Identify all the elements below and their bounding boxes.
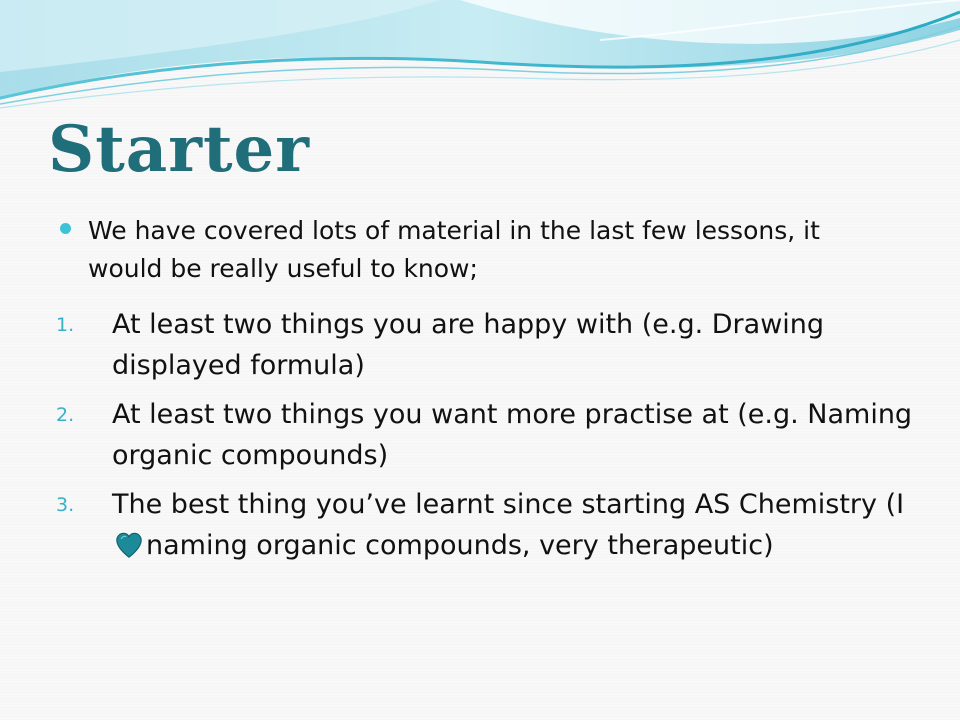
- numbered-list: [56, 304, 926, 574]
- intro-bullet: [60, 212, 900, 288]
- bullet-dot-icon: [60, 223, 71, 234]
- list-item: [56, 304, 926, 386]
- list-marker: 2.: [56, 404, 75, 426]
- list-marker: 1.: [56, 314, 75, 336]
- list-item-text: [112, 484, 926, 566]
- list-item: [56, 484, 926, 566]
- list-marker: 3.: [56, 494, 75, 516]
- intro-text: We have covered lots of material in the last few lessons, it would be really useful to know;: [88, 216, 820, 283]
- slide-title: Starter: [48, 112, 310, 187]
- list-item-text: At least two things you want more practise at (e.g. Naming organic compounds): [112, 399, 913, 471]
- header-wave-decoration: [0, 0, 960, 115]
- heart-icon: [114, 530, 144, 560]
- list-item-text-after: naming organic compounds, very therapeutic): [146, 530, 774, 561]
- list-item-text-before: The best thing you’ve learnt since starting AS Chemistry (I: [112, 489, 905, 520]
- list-item: [56, 394, 926, 476]
- list-item-text: At least two things you are happy with (e.g. Drawing displayed formula): [112, 309, 825, 381]
